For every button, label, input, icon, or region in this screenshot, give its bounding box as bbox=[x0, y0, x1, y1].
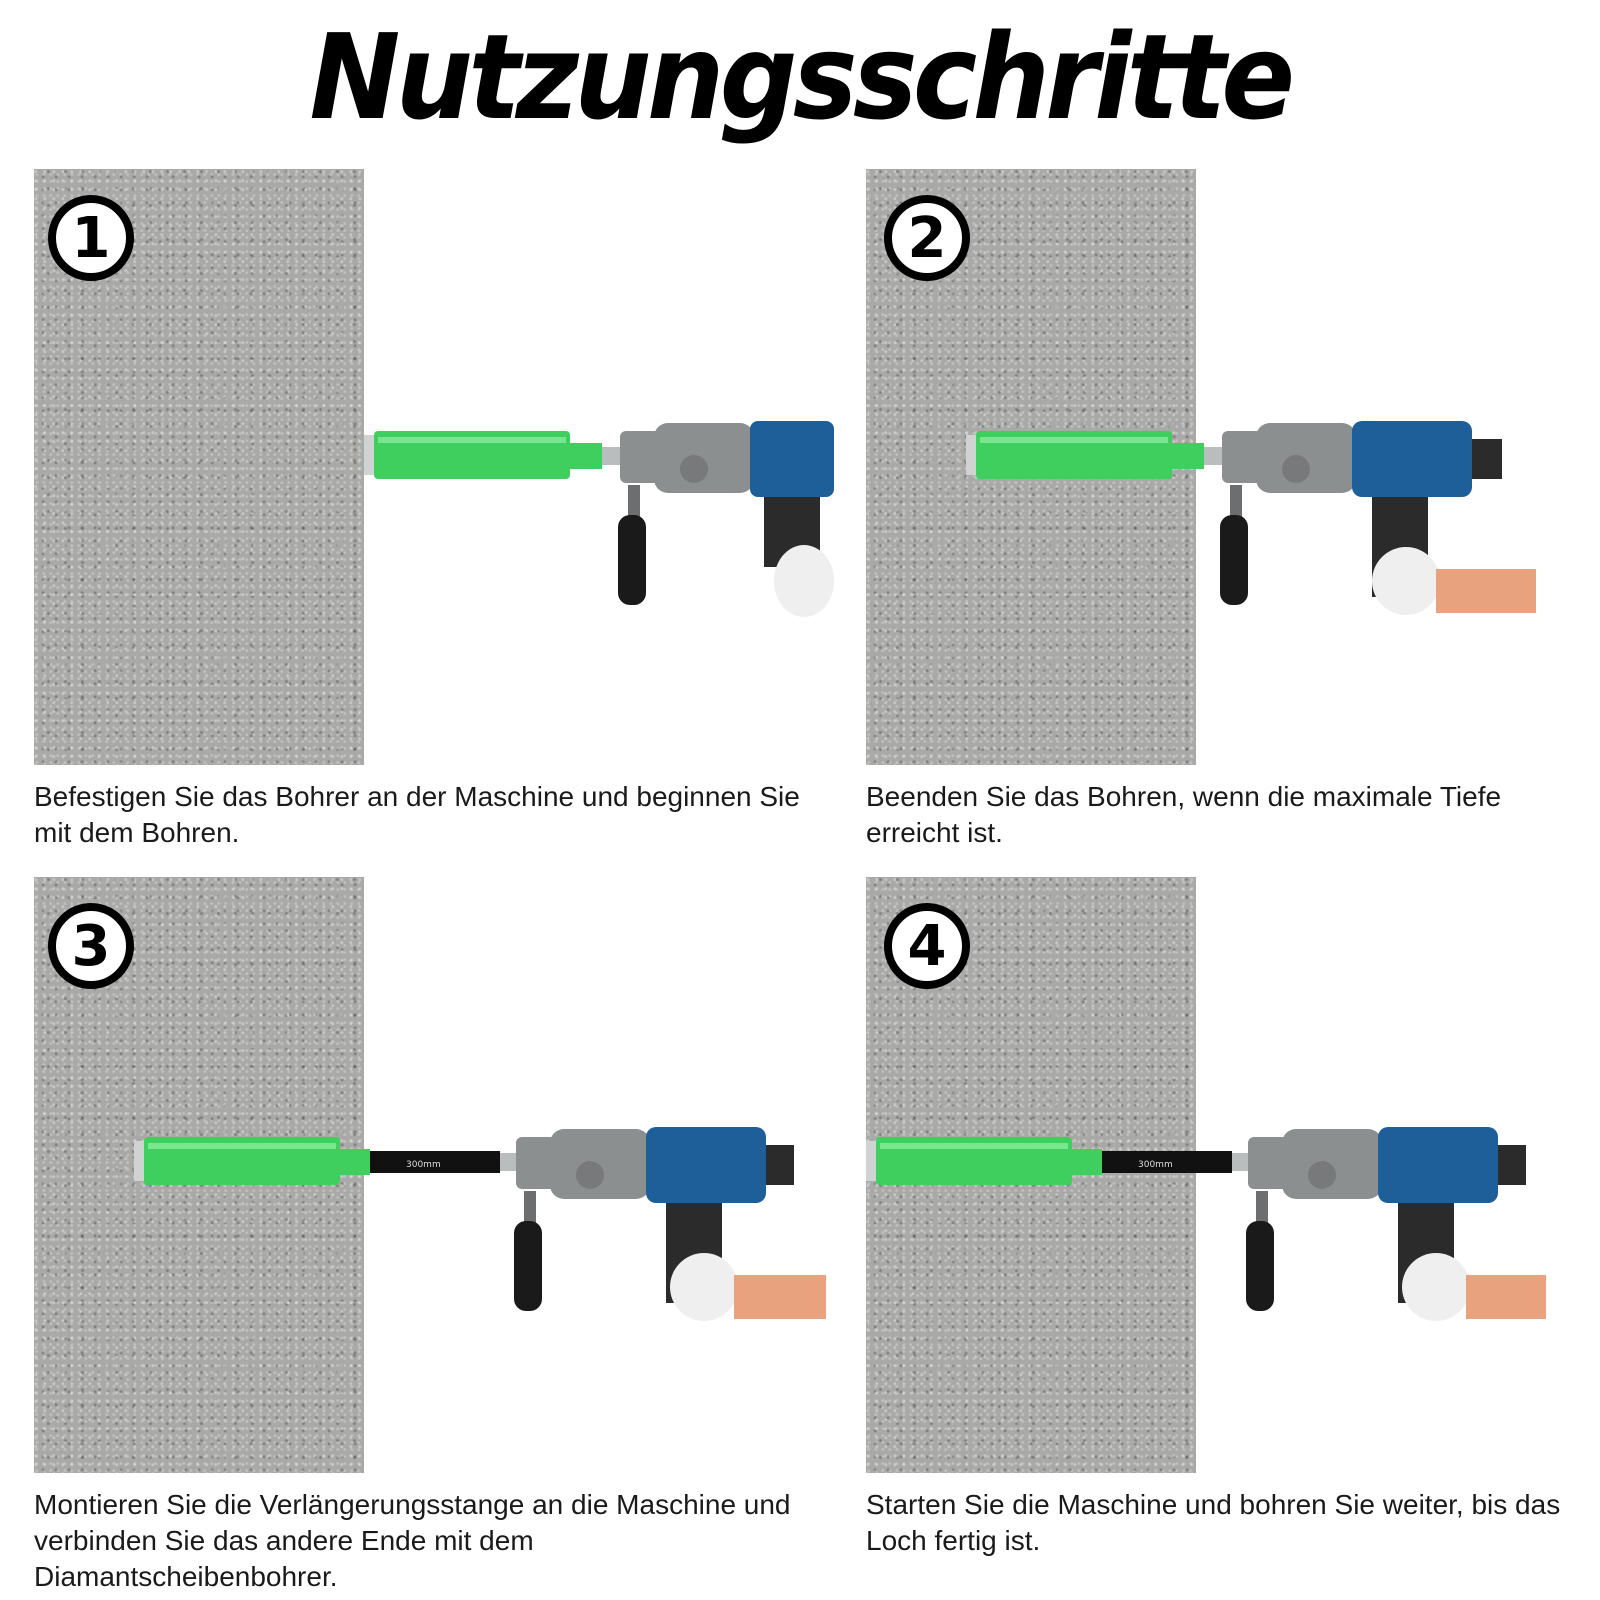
step-caption: Beenden Sie das Bohren, wenn die maximale Tiefe erreicht ist. bbox=[866, 781, 1502, 848]
core-drill-illustration bbox=[34, 877, 834, 1477]
step-4-panel bbox=[866, 877, 1600, 1556]
core-drill-illustration bbox=[866, 877, 1600, 1477]
core-drill-illustration bbox=[34, 169, 834, 769]
step-1-panel bbox=[34, 169, 834, 848]
step-number-badge: 2 bbox=[884, 195, 970, 281]
rod-label: 300mm bbox=[1138, 1160, 1173, 1170]
core-drill-illustration bbox=[866, 169, 1600, 769]
step-caption: Starten Sie die Maschine und bohren Sie weiter, bis das Loch fertig ist. bbox=[866, 1489, 1561, 1556]
step-number-badge: 4 bbox=[884, 903, 970, 989]
page-title: Nutzungsschritte bbox=[309, 8, 1291, 146]
step-caption: Montieren Sie die Verlängerungsstange an die Maschine und verbinden Sie das andere Ende mit dem Diamantscheibenbohrer. bbox=[34, 1489, 791, 1592]
step-number-badge: 3 bbox=[48, 903, 134, 989]
step-caption: Befestigen Sie das Bohrer an der Maschine und beginnen Sie mit dem Bohren. bbox=[34, 781, 800, 848]
step-2-panel bbox=[866, 169, 1600, 848]
step-3-panel bbox=[34, 877, 834, 1592]
rod-label: 300mm bbox=[406, 1160, 441, 1170]
step-number-badge: 1 bbox=[48, 195, 134, 281]
